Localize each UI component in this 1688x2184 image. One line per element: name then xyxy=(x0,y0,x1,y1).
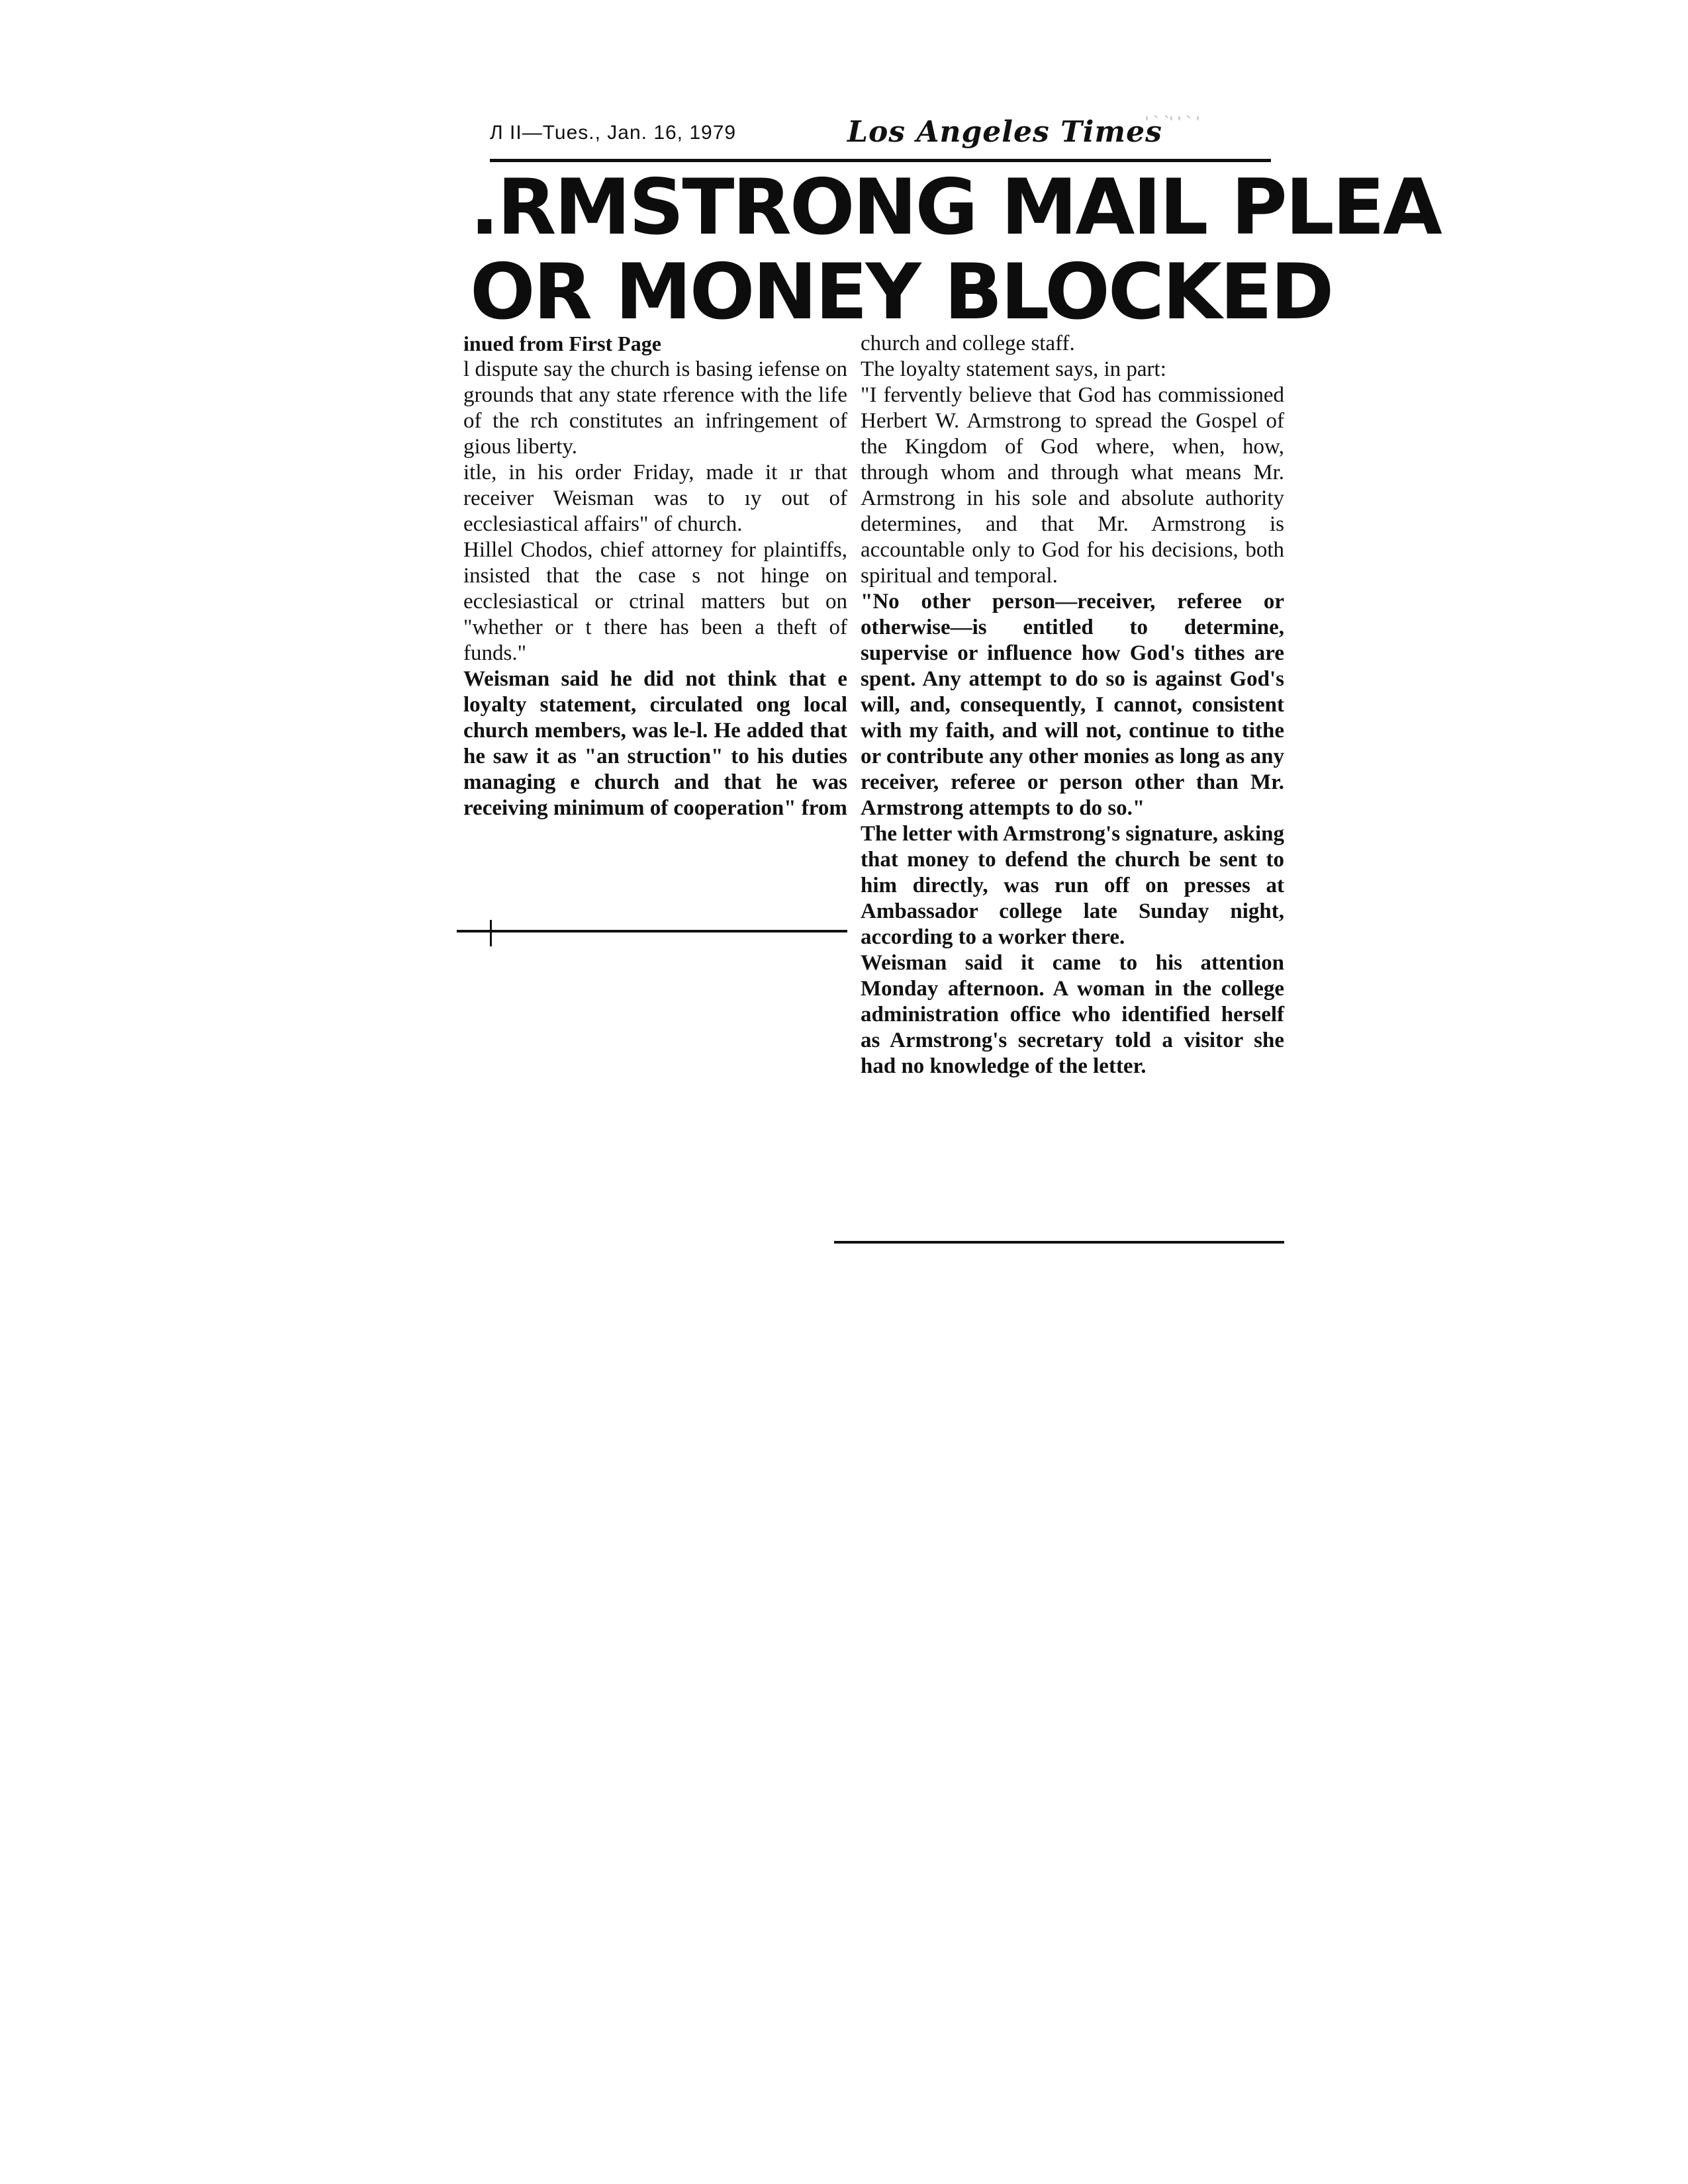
dateline-date: Л II—Tues., Jan. 16, 1979 xyxy=(490,122,737,144)
continued-kicker: inued from First Page xyxy=(463,332,661,355)
article-column-1 xyxy=(463,331,847,821)
paragraph: "No other person—receiver, referee or otherwise—is entitled to determine, supervise or influence how God's tithes are spent. Any attempt to do so is against God's will, and, consequently, I cannot, consistent with my faith, and will not, continue to tithe or contribute any other monies as long as any receiver, referee or person other than Mr. Armstrong attempts to do so." xyxy=(861,590,1284,820)
article-column-2 xyxy=(861,331,1284,1079)
headline-line-2: OR MONEY BLOCKED xyxy=(470,248,1333,337)
column-2-end-rule xyxy=(834,1241,1284,1244)
headline-line-1: .RMSTRONG MAIL PLEA xyxy=(470,163,1440,252)
paragraph: church and college staff. xyxy=(861,332,1075,355)
paragraph: Hillel Chodos, chief attorney for plaintiffs, insisted that the case s not hinge on ecclesiastical or ctrinal matters but on "whether or t there has been a theft of funds." xyxy=(463,538,847,665)
headline xyxy=(470,163,1440,337)
dateline-bar xyxy=(490,113,1271,162)
paragraph: l dispute say the church is basing iefense on grounds that any state rference with the life of the rch constitutes an infringement of gious liberty. xyxy=(463,357,847,459)
column-1-end-rule xyxy=(457,930,847,933)
newspaper-clipping xyxy=(450,66,1440,1284)
paragraph: Weisman said he did not think that e loyalty statement, circulated ong local church members, was le-l. He added that he saw it as "an struction" to his duties managing e church and that he was receiving minimum of cooperation" from xyxy=(463,667,847,820)
masthead: Los Angeles Times xyxy=(847,115,1162,149)
paragraph: The loyalty statement says, in part: xyxy=(861,357,1166,381)
smudge-mark: ' ` `' ' ` ' xyxy=(1145,113,1199,132)
paragraph: The letter with Armstrong's signature, asking that money to defend the church be sent to him directly, was run off on presses at Ambassador college late Sunday night, according to a worker there. xyxy=(861,822,1284,949)
paragraph: itle, in his order Friday, made it ır that receiver Weisman was to ıy out of ecclesiastical affairs" of church. xyxy=(463,461,847,536)
paragraph: Weisman said it came to his attention Monday afternoon. A woman in the college administration office who identified herself as Armstrong's secretary told a visitor she had no knowledge of the letter. xyxy=(861,951,1284,1078)
column-1-rule-tick xyxy=(490,920,492,946)
paragraph: "I fervently believe that God has commissioned Herbert W. Armstrong to spread the Gospel of the Kingdom of God where, when, how, through whom and through what means Mr. Armstrong in his sole and absolute authority determines, and that Mr. Armstrong is accountable only to God for his decisions, both spiritual and temporal. xyxy=(861,383,1284,588)
